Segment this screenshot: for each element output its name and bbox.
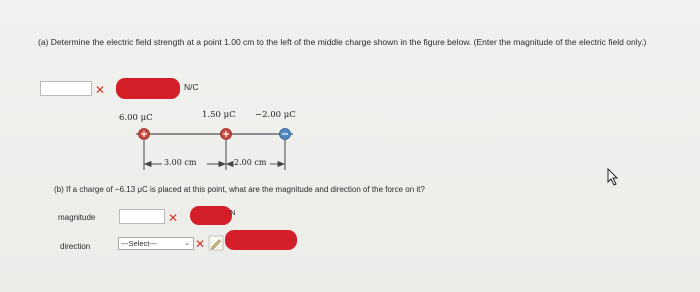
magnitude-unit: N [230, 208, 236, 217]
direction-select-value: ---Select--- [121, 239, 157, 248]
charge-3-marker [280, 129, 291, 140]
direction-label: direction [60, 242, 91, 251]
incorrect-x-icon: ✕ [195, 237, 206, 251]
charge-2-marker [221, 129, 232, 140]
direction-select[interactable] [118, 237, 194, 250]
charge-1-marker [139, 129, 150, 140]
distance-1-label: 3.00 cm [164, 158, 197, 167]
part-b-question: (b) If a charge of −6.13 μC is placed at this point, what are the magnitude and direction of the force on it? [54, 185, 425, 194]
incorrect-x-icon: ✕ [95, 83, 106, 97]
redaction-mark [225, 230, 297, 250]
charge-1-label: 6.00 μC [119, 113, 153, 123]
charge-3-label: −2.00 μC [255, 110, 296, 120]
charge-2-label: 1.50 μC [202, 110, 236, 120]
chevron-down-icon: ⌄ [184, 240, 190, 247]
mouse-cursor-icon [606, 168, 620, 186]
part-a-unit: N/C [184, 82, 199, 92]
pencil-icon[interactable] [208, 235, 224, 251]
incorrect-x-icon: ✕ [168, 211, 179, 225]
magnitude-label: magnitude [58, 213, 96, 222]
redaction-mark [190, 206, 232, 225]
magnitude-input[interactable] [119, 209, 165, 224]
part-a-question: (a) Determine the electric field strength at a point 1.00 cm to the left of the middle charge shown in the figure below. (Enter the magnitude of the electric field only.) [38, 37, 647, 47]
distance-2-label: 2.00 cm [234, 158, 267, 167]
